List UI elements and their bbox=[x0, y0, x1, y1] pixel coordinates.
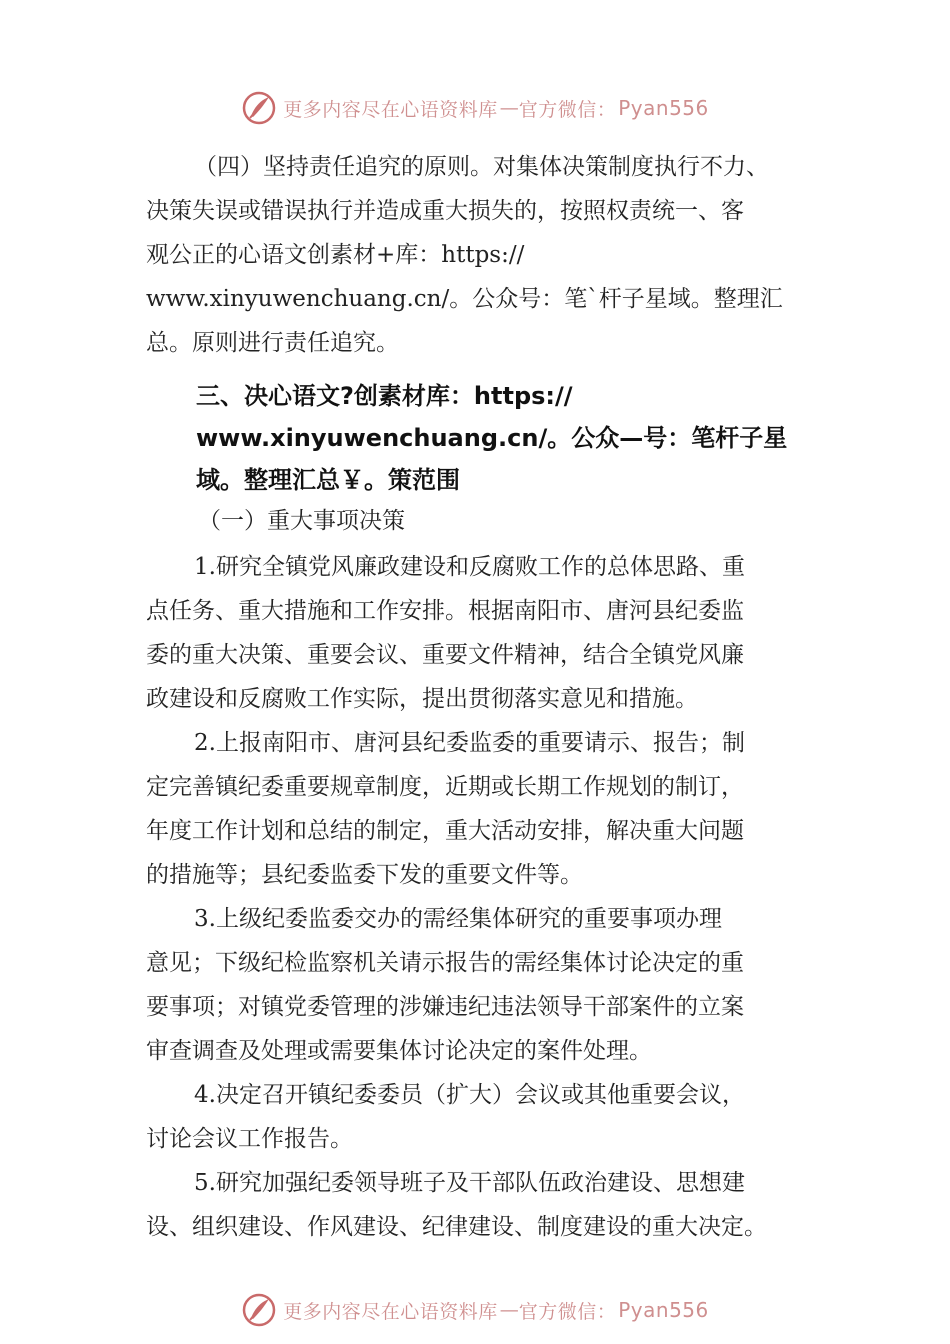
text-line: 的措施等；县纪委监委下发的重要文件等。 bbox=[146, 862, 583, 888]
watermark-wechat-label: 官方微信： bbox=[518, 1300, 617, 1323]
text-line: 点任务、重大措施和工作安排。根据南阳市、唐河县纪委监 bbox=[146, 598, 744, 624]
list-item-5 bbox=[146, 1161, 836, 1249]
paragraph-principle-4 bbox=[146, 145, 836, 365]
document-body bbox=[146, 145, 836, 1249]
text-line: 1.研究全镇党风廉政建设和反腐败工作的总体思路、重 bbox=[194, 554, 745, 580]
quill-circle-logo-icon bbox=[241, 90, 277, 126]
text-line: 决策失误或错误执行并造成重大损失的，按照权责统一、客 bbox=[146, 198, 744, 224]
text-line: 4.决定召开镇纪委委员（扩大）会议或其他重要会议， bbox=[194, 1082, 745, 1108]
watermark-wechat-id: Pyan556 bbox=[618, 96, 709, 120]
text-line: 5.研究加强纪委领导班子及干部队伍政治建设、思想建 bbox=[194, 1170, 745, 1196]
section-heading bbox=[146, 375, 836, 501]
text-line: 总。原则进行责任追究。 bbox=[146, 330, 399, 356]
text-line: 3.上级纪委监委交办的需经集体研究的重要事项办理 bbox=[194, 906, 722, 932]
list-item-1 bbox=[146, 545, 836, 721]
text-line: 审查调查及处理或需要集体讨论决定的案件处理。 bbox=[146, 1038, 652, 1064]
text-line: 讨论会议工作报告。 bbox=[146, 1126, 353, 1152]
heading-line: 域。整理汇总￥。策范围 bbox=[196, 466, 460, 494]
text-line: （四）坚持责任追究的原则。对集体决策制度执行不力、 bbox=[194, 154, 769, 180]
text-line: 年度工作计划和总结的制定，重大活动安排，解决重大问题 bbox=[146, 818, 744, 844]
list-item-4 bbox=[146, 1073, 836, 1161]
quill-circle-logo-icon bbox=[241, 1292, 277, 1328]
watermark-text: 更多内容尽在心语资料库 bbox=[283, 98, 498, 121]
text-line: 观公正的心语文创素材+库：https:// bbox=[146, 242, 525, 268]
watermark-separator: — bbox=[499, 97, 517, 119]
text-line: 委的重大决策、重要会议、重要文件精神，结合全镇党风廉 bbox=[146, 642, 744, 668]
watermark-wechat-label: 官方微信： bbox=[518, 98, 617, 121]
text-line: 要事项；对镇党委管理的涉嫌违纪违法领导干部案件的立案 bbox=[146, 994, 744, 1020]
text-line: 意见；下级纪检监察机关请示报告的需经集体讨论决定的重 bbox=[146, 950, 744, 976]
text-line: 定完善镇纪委重要规章制度，近期或长期工作规划的制订， bbox=[146, 774, 744, 800]
text-line: 2.上报南阳市、唐河县纪委监委的重要请示、报告；制 bbox=[194, 730, 745, 756]
watermark-footer bbox=[0, 1290, 950, 1330]
list-item-2 bbox=[146, 721, 836, 897]
text-line: www.xinyuwenchuang.cn/。公众号：笔`杆子星域。整理汇 bbox=[146, 286, 783, 312]
text-line: 政建设和反腐败工作实际，提出贯彻落实意见和措施。 bbox=[146, 686, 698, 712]
list-item-3 bbox=[146, 897, 836, 1073]
watermark-header bbox=[0, 88, 950, 128]
subsection-heading: （一）重大事项决策 bbox=[198, 508, 405, 534]
watermark-separator: — bbox=[499, 1299, 517, 1321]
watermark-text: 更多内容尽在心语资料库 bbox=[283, 1300, 498, 1323]
heading-line: 三、决心语文?创素材库：https:// bbox=[196, 382, 573, 410]
watermark-wechat-id: Pyan556 bbox=[618, 1298, 709, 1322]
text-line: 设、组织建设、作风建设、纪律建设、制度建设的重大决定。 bbox=[146, 1214, 767, 1240]
heading-line: www.xinyuwenchuang.cn/。公众—号：笔杆子星 bbox=[196, 424, 788, 452]
